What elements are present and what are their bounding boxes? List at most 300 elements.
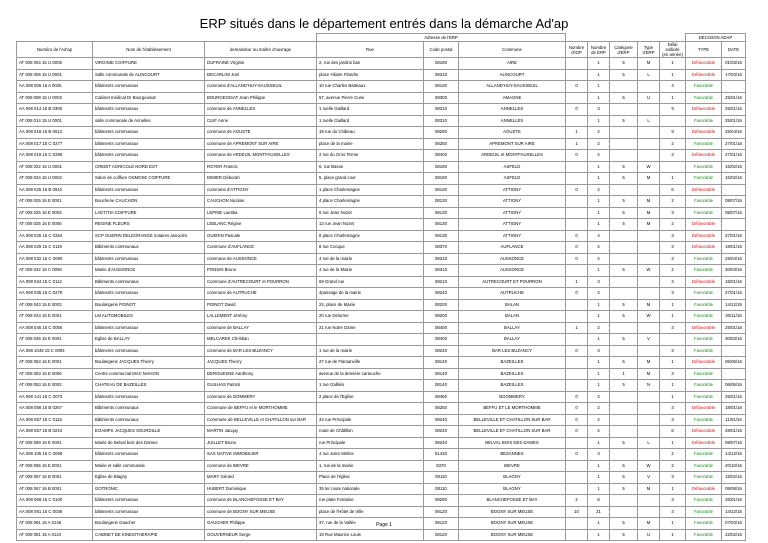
table-cell: 1 bbox=[588, 311, 610, 323]
table-cell: Bâtiments communaux bbox=[93, 403, 205, 415]
table-cell: 3 bbox=[660, 472, 686, 484]
table-row bbox=[17, 69, 746, 81]
table-cell: Eglise de Blagny bbox=[93, 472, 205, 484]
table-cell: JUILLET Bruno bbox=[205, 437, 317, 449]
table-cell: 1 bbox=[610, 368, 638, 380]
table-row bbox=[17, 414, 746, 426]
table-cell: 08310 bbox=[424, 69, 459, 81]
table-cell: 1 bbox=[588, 380, 610, 392]
table-cell bbox=[638, 184, 660, 196]
table-cell: BLAGNY bbox=[459, 483, 566, 495]
table-cell: 08240 bbox=[424, 426, 459, 438]
table-cell: 17/03/16 bbox=[722, 69, 746, 81]
table-cell bbox=[610, 345, 638, 357]
table-cell: 2 place de l'Eglise bbox=[317, 391, 424, 403]
table-cell: 08200 bbox=[424, 299, 459, 311]
table-cell: BALAN bbox=[459, 311, 566, 323]
table-cell: 1 bbox=[588, 368, 610, 380]
table-cell: Favorable bbox=[686, 299, 722, 311]
table-cell: Boucherie CAUCHON bbox=[93, 196, 205, 208]
table-cell: U bbox=[638, 92, 660, 104]
table-cell: 0 bbox=[566, 253, 588, 265]
table-cell: Favorable bbox=[686, 311, 722, 323]
table-cell: BOOMMERY bbox=[459, 391, 566, 403]
table-cell bbox=[610, 276, 638, 288]
table-cell: Mairie et salle communale bbox=[93, 460, 205, 472]
table-cell: 25/01/16 bbox=[722, 322, 746, 334]
table-cell: ALLAND'HUY-SAUSSEUIL bbox=[459, 81, 566, 93]
table-cell: M bbox=[638, 207, 660, 219]
table-row bbox=[17, 380, 746, 392]
table-cell bbox=[566, 437, 588, 449]
table-row bbox=[17, 391, 746, 403]
table-cell: Défavorable bbox=[686, 150, 722, 162]
table-cell: 5 bbox=[610, 483, 638, 495]
table-cell: CREDIT AGRICOLE NORD EST bbox=[93, 161, 205, 173]
table-cell: AT 008 081 15 A 0146 bbox=[17, 518, 93, 530]
table-cell bbox=[638, 495, 660, 507]
table-cell: 1 ruelle Gaillard bbox=[317, 104, 424, 116]
table-cell bbox=[638, 253, 660, 265]
table-cell: 1 bbox=[588, 437, 610, 449]
table-cell: ANNELLES bbox=[459, 115, 566, 127]
table-cell: BALLAY bbox=[459, 334, 566, 346]
table-cell: Défavorable bbox=[686, 357, 722, 369]
table-cell: Défavorable bbox=[686, 437, 722, 449]
table-cell: 5 bbox=[610, 518, 638, 530]
table-cell: Favorable bbox=[686, 391, 722, 403]
table-cell: 3 bbox=[660, 150, 686, 162]
table-cell: bâtiments communaux bbox=[93, 104, 205, 116]
table-cell: Favorable bbox=[686, 368, 722, 380]
table-cell: 1 bbox=[660, 173, 686, 185]
table-cell: 19 Rue Maurice Louis bbox=[317, 529, 424, 541]
table-cell: ATTIGNY bbox=[459, 230, 566, 242]
table-cell: 1 bbox=[588, 219, 610, 231]
table-cell bbox=[638, 150, 660, 162]
table-cell: AT 008 053 16 E 0001 bbox=[17, 357, 93, 369]
table-cell: 07/03/16 bbox=[722, 518, 746, 530]
table-cell: 5 bbox=[610, 472, 638, 484]
table-row bbox=[17, 345, 746, 357]
table-cell: AT 008 053 16 E 0002 bbox=[17, 380, 93, 392]
table-cell: 0 bbox=[566, 184, 588, 196]
table-cell: Favorable bbox=[686, 380, 722, 392]
table-cell bbox=[610, 391, 638, 403]
table-cell: 14/12/15 bbox=[722, 449, 746, 461]
table-cell: 37, rue de la Vallée bbox=[317, 518, 424, 530]
table-cell: 0 bbox=[566, 345, 588, 357]
table-cell: 08310 bbox=[424, 115, 459, 127]
table-cell: 1 bbox=[588, 115, 610, 127]
table-cell: 5 bbox=[610, 529, 638, 541]
table-cell: 08190 bbox=[424, 58, 459, 70]
table-cell: 5 bbox=[610, 115, 638, 127]
table-cell: Favorable bbox=[686, 334, 722, 346]
table-cell: 08240 bbox=[424, 288, 459, 300]
table-cell: Boulangerie POINOT bbox=[93, 299, 205, 311]
table-cell: 1 bbox=[588, 196, 610, 208]
table-cell: PONSIN Bruno bbox=[205, 265, 317, 277]
table-cell: VIRGINIE COIFFURE bbox=[93, 58, 205, 70]
table-cell: 5 bbox=[610, 265, 638, 277]
table-cell: APREMONT SUR AIRE bbox=[459, 138, 566, 150]
table-cell: AT 008 008 15 U 0003 bbox=[17, 92, 93, 104]
table-cell: W bbox=[638, 265, 660, 277]
table-cell bbox=[566, 265, 588, 277]
table-cell: 1 bbox=[660, 437, 686, 449]
table-cell: 1 bbox=[588, 265, 610, 277]
table-cell: Défavorable bbox=[686, 242, 722, 254]
table-cell: commune de BALLAY bbox=[205, 322, 317, 334]
table-cell: Défavorable bbox=[686, 69, 722, 81]
table-row bbox=[17, 207, 746, 219]
table-cell: M bbox=[638, 219, 660, 231]
table-cell: AT 008 025 16 E 0006 bbox=[17, 219, 93, 231]
table-cell: AA 008 025 15 C 0264 bbox=[17, 230, 93, 242]
table-cell: AUSSONCE bbox=[459, 253, 566, 265]
table-cell: 2 bbox=[588, 138, 610, 150]
table-cell: 08240 bbox=[424, 345, 459, 357]
table-cell: 5 bbox=[610, 334, 638, 346]
table-cell: 2 bbox=[660, 138, 686, 150]
table-cell bbox=[638, 449, 660, 461]
table-cell bbox=[610, 81, 638, 93]
table-cell bbox=[660, 161, 686, 173]
table-cell bbox=[566, 219, 588, 231]
table-cell: LEPINE Laetitia bbox=[205, 207, 317, 219]
table-cell: 2 bbox=[660, 460, 686, 472]
table-cell: BLANCHEFOSSE ET BAY bbox=[459, 495, 566, 507]
table-cell: ATTIGNY bbox=[459, 184, 566, 196]
table-cell: 1 bbox=[660, 311, 686, 323]
table-cell: AA 008 029 15 C 0119 bbox=[17, 242, 93, 254]
table-row bbox=[17, 138, 746, 150]
table-cell bbox=[566, 299, 588, 311]
table-cell: W bbox=[638, 311, 660, 323]
table-cell: EOAMPS JACQUES SOURDILLE bbox=[93, 426, 205, 438]
table-cell: BEFFU ET LE MORTHOMME bbox=[459, 403, 566, 415]
table-cell bbox=[610, 414, 638, 426]
table-cell: commune de AUTRUCHE bbox=[205, 288, 317, 300]
table-cell: 2 bbox=[588, 414, 610, 426]
table-cell: Favorable bbox=[686, 253, 722, 265]
table-cell: AA 008 069 15 C 0100 bbox=[17, 495, 93, 507]
table-cell: Favorable bbox=[686, 81, 722, 93]
table-cell: commune de BLANCHEFOSSE ET BAY bbox=[205, 495, 317, 507]
table-cell: AA 008 105 15 C 0068 bbox=[17, 449, 93, 461]
table-cell bbox=[566, 58, 588, 70]
table-cell: Mairie d'AUSSONCE bbox=[93, 265, 205, 277]
table-cell: 18/01/16 bbox=[722, 242, 746, 254]
table-cell bbox=[610, 242, 638, 254]
table-cell: 09/08/16 bbox=[722, 483, 746, 495]
table-cell: bâtiments communaux bbox=[93, 449, 205, 461]
table-cell: DUFRAINE Virginie bbox=[205, 58, 317, 70]
table-cell: 30/03/16 bbox=[722, 334, 746, 346]
table-cell: 21 bbox=[588, 506, 610, 518]
table-cell bbox=[566, 460, 588, 472]
table-cell: Place de l'église bbox=[317, 472, 424, 484]
table-cell: 30/11/15 bbox=[722, 311, 746, 323]
table-cell: 4 rue Jules Meline bbox=[317, 449, 424, 461]
table-cell bbox=[610, 449, 638, 461]
table-cell: POINOT David bbox=[205, 299, 317, 311]
table-cell: 25/01/16 bbox=[722, 391, 746, 403]
table-cell: 30/03/16 bbox=[722, 265, 746, 277]
table-cell: Favorable bbox=[686, 414, 722, 426]
table-cell: Défavorable bbox=[686, 127, 722, 139]
table-cell: route de Châtillon bbox=[317, 426, 424, 438]
table-cell: ASFELD bbox=[459, 161, 566, 173]
table-cell bbox=[610, 104, 638, 116]
table-cell: commune de APREMONT SUR AIRE bbox=[205, 138, 317, 150]
table-cell: 1 bbox=[660, 58, 686, 70]
table-cell: 1 bbox=[588, 357, 610, 369]
column-header: Nombre de ERP bbox=[588, 42, 610, 58]
table-cell: 0 bbox=[566, 449, 588, 461]
table-row bbox=[17, 460, 746, 472]
table-cell bbox=[638, 403, 660, 415]
table-cell: 21 rue Notre Dame bbox=[317, 322, 424, 334]
table-row bbox=[17, 230, 746, 242]
table-cell: 08130 bbox=[424, 81, 459, 93]
table-cell: AT 008 014 15 U 0001 bbox=[17, 115, 93, 127]
column-header: TYPE bbox=[686, 42, 722, 58]
table-cell: 08120 bbox=[424, 518, 459, 530]
table-cell: BAZEILLES bbox=[459, 357, 566, 369]
table-cell: 08140 bbox=[424, 368, 459, 380]
table-cell: 1 bbox=[588, 483, 610, 495]
table-cell: AA 008 018 16 B 0013 bbox=[17, 127, 93, 139]
group-header-row bbox=[17, 34, 746, 42]
address-group-header: Adresse de l'ERP bbox=[317, 34, 566, 42]
table-cell: AT 008 025 16 E 0003 bbox=[17, 207, 93, 219]
table-cell: 08/07/16 bbox=[722, 196, 746, 208]
table-cell: 25/01/16 bbox=[722, 92, 746, 104]
table-row bbox=[17, 219, 746, 231]
table-cell: L bbox=[638, 69, 660, 81]
table-cell: 4 rue de la mairie bbox=[317, 253, 424, 265]
table-cell: 2 bbox=[588, 150, 610, 162]
table-cell: Bâtiments communaux bbox=[93, 414, 205, 426]
table-cell: Favorable bbox=[686, 92, 722, 104]
column-header: demandeur ou maître d'ouvrage bbox=[205, 42, 317, 58]
table-cell: 1 bbox=[588, 334, 610, 346]
table-cell: 08240 bbox=[424, 414, 459, 426]
table-cell: GOTRONIC bbox=[93, 483, 205, 495]
table-cell: AIRE bbox=[459, 58, 566, 70]
table-row bbox=[17, 92, 746, 104]
table-cell bbox=[722, 184, 746, 196]
table-row bbox=[17, 368, 746, 380]
table-cell: commune de ARDEUIL MONTFAUXELLES bbox=[205, 150, 317, 162]
table-cell: 8 place Charlemagne bbox=[317, 230, 424, 242]
erp-table bbox=[16, 33, 746, 541]
table-cell: 0 bbox=[566, 403, 588, 415]
table-cell: AA 008 025 15 B 0042 bbox=[17, 184, 93, 196]
table-cell: Favorable bbox=[686, 265, 722, 277]
table-row bbox=[17, 529, 746, 541]
table-cell: 3 bbox=[660, 403, 686, 415]
table-cell: 1 bbox=[566, 138, 588, 150]
table-cell: Favorable bbox=[686, 472, 722, 484]
table-cell: CAUCHON Nicolas bbox=[205, 196, 317, 208]
table-cell: bâtiments communaux bbox=[93, 138, 205, 150]
table-cell: 06/06/16 bbox=[722, 380, 746, 392]
table-cell: 08190 bbox=[424, 173, 459, 185]
table-cell: M bbox=[638, 299, 660, 311]
table-cell: AT 008 059 16 E 0001 bbox=[17, 437, 93, 449]
table-cell: ATTIGNY bbox=[459, 219, 566, 231]
table-cell: 4 bbox=[588, 230, 610, 242]
table-cell: M bbox=[638, 368, 660, 380]
table-cell: 0 bbox=[566, 242, 588, 254]
table-cell: AT 008 045 15 E 0001 bbox=[17, 334, 93, 346]
table-cell: BIEVRE bbox=[459, 460, 566, 472]
table-cell: DEROUESNE Aanthony bbox=[205, 368, 317, 380]
table-cell: Favorable bbox=[686, 449, 722, 461]
table-cell: Centre commercial MAC MAHON bbox=[93, 368, 205, 380]
table-cell: Défavorable bbox=[686, 58, 722, 70]
table-cell: 28/01/16 bbox=[722, 426, 746, 438]
table-cell: 08/07/16 bbox=[722, 437, 746, 449]
table-cell: 1 place Charlemagne bbox=[317, 184, 424, 196]
table-cell: BAZEILLES bbox=[459, 368, 566, 380]
table-cell: BALAN bbox=[459, 299, 566, 311]
table-row bbox=[17, 104, 746, 116]
table-cell: AA 008 034 15 C 0112 bbox=[17, 276, 93, 288]
table-cell: 26/01/16 bbox=[722, 495, 746, 507]
table-cell bbox=[566, 311, 588, 323]
table-cell: CABINET DE KINESITHERAPIE bbox=[93, 529, 205, 541]
column-header: Commune bbox=[459, 42, 566, 58]
table-cell: Défavorable bbox=[686, 230, 722, 242]
table-cell: Bâtiments communaux bbox=[93, 242, 205, 254]
table-cell bbox=[610, 184, 638, 196]
table-cell: 1 bbox=[660, 518, 686, 530]
table-cell: AA 008 019 15 C 0295 bbox=[17, 150, 93, 162]
table-cell: rue Principale bbox=[317, 437, 424, 449]
table-cell: HUBERT Dominique bbox=[205, 483, 317, 495]
table-cell: Défavorable bbox=[686, 483, 722, 495]
table-cell: 11/01/16 bbox=[722, 414, 746, 426]
table-cell: Favorable bbox=[686, 138, 722, 150]
table-cell: 1 bbox=[660, 92, 686, 104]
table-cell: V bbox=[638, 472, 660, 484]
table-cell: bâtiments communaux bbox=[93, 288, 205, 300]
table-cell: bâtiments communaux bbox=[93, 506, 205, 518]
table-cell: 5 bbox=[610, 311, 638, 323]
page-footer: Page 1 bbox=[376, 522, 392, 528]
column-header: Délai sollicité (en année) bbox=[660, 42, 686, 58]
table-cell: AA 008 045 15 C 0056 bbox=[17, 322, 93, 334]
table-cell: 3 bbox=[660, 242, 686, 254]
table-cell: 08120 bbox=[424, 529, 459, 541]
table-cell: 33 rue Principale bbox=[317, 414, 424, 426]
table-cell: BAZEILLES bbox=[459, 380, 566, 392]
table-cell: AA 008 141 15 C 0073 bbox=[17, 391, 93, 403]
table-cell: 4 bbox=[660, 81, 686, 93]
table-cell: place Hilaire Flandre bbox=[317, 69, 424, 81]
table-cell: 1 rue Gallièni bbox=[317, 380, 424, 392]
table-cell: bâtiments communaux bbox=[93, 81, 205, 93]
table-cell: Cabinet médical Dr Bourgeoisat bbox=[93, 92, 205, 104]
table-cell: JACQUES Thierry bbox=[205, 357, 317, 369]
table-cell: 08370 bbox=[424, 242, 459, 254]
table-cell: 0 bbox=[566, 104, 588, 116]
table-cell: M bbox=[638, 518, 660, 530]
table-row bbox=[17, 437, 746, 449]
table-cell: 5 bbox=[610, 357, 638, 369]
table-cell: 18/01/16 bbox=[722, 403, 746, 415]
table-cell: 2 bbox=[660, 219, 686, 231]
table-cell: 69 Grand rue bbox=[317, 276, 424, 288]
table-cell bbox=[610, 322, 638, 334]
table-cell: CHATEAU DE BAZEILLES bbox=[93, 380, 205, 392]
table-cell: commune de AOUSTE bbox=[205, 127, 317, 139]
table-cell: 10 rue Charles Batteaux bbox=[317, 81, 424, 93]
table-cell: 5 bbox=[610, 299, 638, 311]
table-cell: DIMIER Déborah bbox=[205, 173, 317, 185]
table-cell bbox=[566, 207, 588, 219]
table-cell bbox=[566, 173, 588, 185]
table-cell bbox=[566, 483, 588, 495]
table-cell bbox=[566, 69, 588, 81]
table-cell: U bbox=[638, 529, 660, 541]
table-cell: 4passage de la mairie bbox=[317, 288, 424, 300]
table-cell: Défavorable bbox=[686, 426, 722, 438]
table-cell bbox=[566, 472, 588, 484]
table-row bbox=[17, 276, 746, 288]
decision-group-header: DÉCISION ADAP bbox=[686, 34, 746, 42]
table-cell: 5 bbox=[588, 495, 610, 507]
table-cell: commune de DOMMERY bbox=[205, 391, 317, 403]
column-header: DATE bbox=[722, 42, 746, 58]
table-cell: 5 bbox=[610, 460, 638, 472]
table-row bbox=[17, 506, 746, 518]
table-cell: AMAGNE bbox=[459, 92, 566, 104]
table-row bbox=[17, 173, 746, 185]
table-cell: AA 008 006 16 A 0026 bbox=[17, 81, 93, 93]
table-cell: 1 bbox=[660, 391, 686, 403]
table-cell: 2 bbox=[660, 449, 686, 461]
table-cell: Défavorable bbox=[686, 184, 722, 196]
table-cell: avenue de la dernière cartouche bbox=[317, 368, 424, 380]
table-cell: 1 bbox=[660, 483, 686, 495]
table-cell: AA 008 014 15 B 0305 bbox=[17, 104, 93, 116]
table-cell: Boulangerie JACQUES Thierry bbox=[93, 357, 205, 369]
table-cell: 3 bbox=[660, 414, 686, 426]
table-cell: 35 ter route nationale bbox=[317, 483, 424, 495]
table-cell: Défavorable bbox=[686, 322, 722, 334]
table-cell: 10 bbox=[566, 506, 588, 518]
table-cell: 08200 bbox=[424, 311, 459, 323]
table-cell: L bbox=[638, 437, 660, 449]
table-cell: Favorable bbox=[686, 529, 722, 541]
table-row bbox=[17, 299, 746, 311]
table-cell: MARTIN Jacquy bbox=[205, 426, 317, 438]
column-header: Code postal bbox=[424, 42, 459, 58]
table-cell: DECARLINI Joel bbox=[205, 69, 317, 81]
table-cell: Mairie de Belval bois des Dames bbox=[93, 437, 205, 449]
table-cell: 0 bbox=[566, 414, 588, 426]
table-cell: MARY Gérard bbox=[205, 472, 317, 484]
table-cell: bâtiments communaux bbox=[93, 184, 205, 196]
table-cell: commune de BIEVRE bbox=[205, 460, 317, 472]
table-cell: Favorable bbox=[686, 288, 722, 300]
table-cell: 1 bbox=[588, 472, 610, 484]
